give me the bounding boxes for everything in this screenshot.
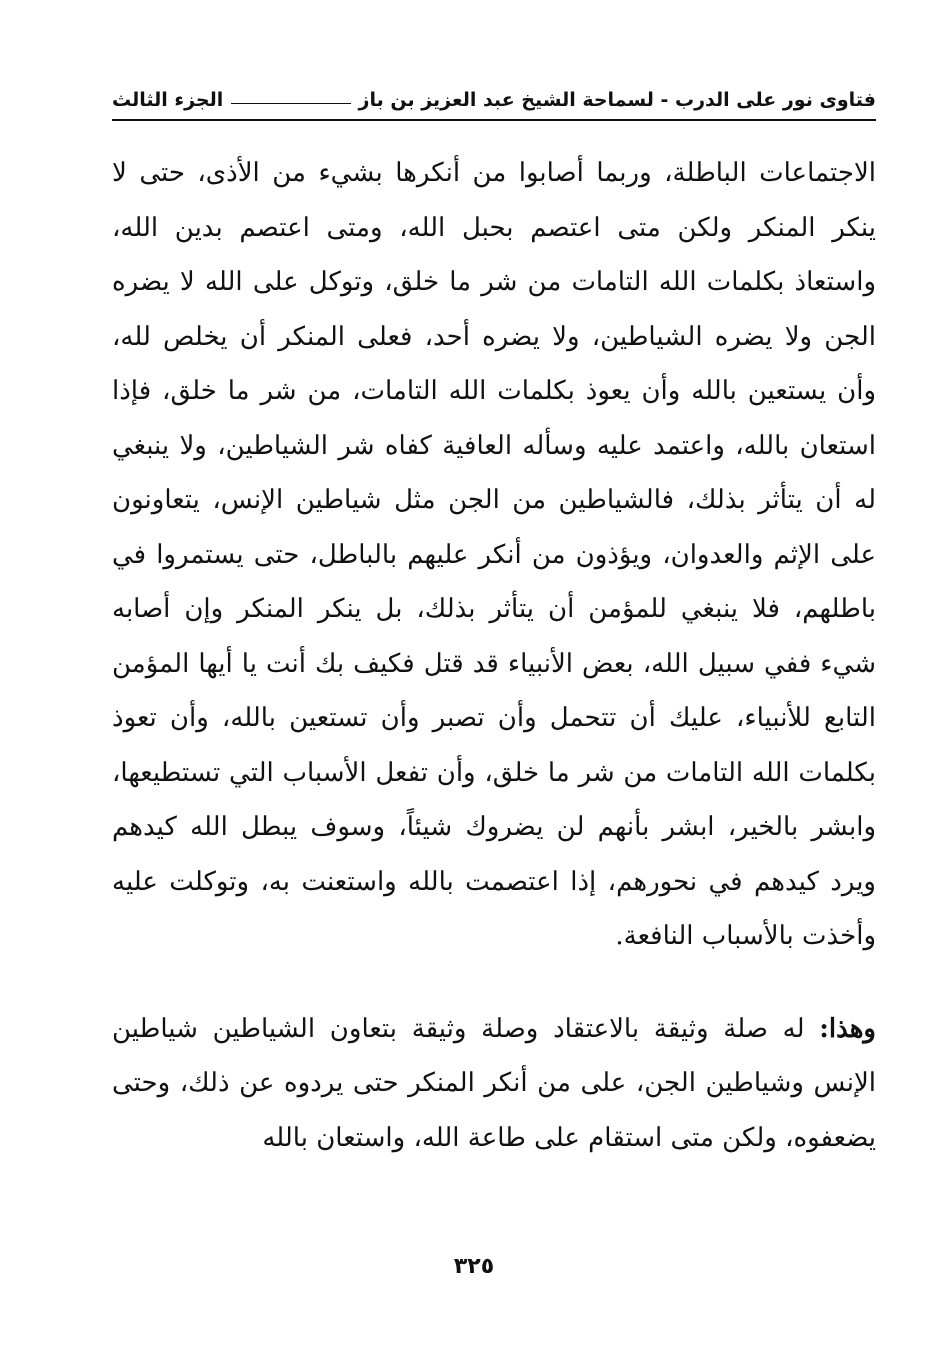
page-body (112, 146, 876, 1165)
paragraph-2 (112, 1002, 876, 1166)
paragraph-2-text: له صلة وثيقة بالاعتقاد وصلة وثيقة بتعاون الشياطين شياطين الإنس وشياطين الجن، على من أنكر المنكر حتى يردوه عن ذلك، وحتى يضعفوه، ولكن متى استقام على طاعة الله، واستعان بالله (112, 1013, 876, 1153)
book-title: فتاوى نور على الدرب - لسماحة الشيخ عبد العزيز بن باز (358, 89, 876, 111)
paragraph-2-lead: وهذا: (819, 1013, 876, 1044)
page-number: ٣٢٥ (453, 1254, 495, 1279)
volume-label: الجزء الثالث (112, 89, 224, 111)
header-rule (231, 103, 350, 104)
header-divider (112, 119, 876, 121)
running-header (112, 82, 876, 118)
paragraph-1: الاجتماعات الباطلة، وربما أصابوا من أنكرها بشيء من الأذى، حتى لا ينكر المنكر ولكن متى اعتصم بحبل الله، ومتى اعتصم بدين الله، واستعاذ بكلمات الله التامات من شر ما خلق، وتوكل على الله لا يضره الجن ولا يضره الشياطين، ولا يضره أحد، فعلى المنكر أن يخلص لله، وأن يستعين بالله وأن يعوذ بكلمات الله التامات، من شر ما خلق، فإذا استعان بالله، واعتمد عليه وسأله العافية كفاه شر الشياطين، ولا ينبغي له أن يتأثر بذلك، فالشياطين من الجن مثل شياطين الإنس، يتعاونون على الإثم والعدوان، ويؤذون من أنكر عليهم بالباطل، حتى يستمروا في باطلهم، فلا ينبغي للمؤمن أن يتأثر بذلك، بل ينكر المنكر وإن أصابه شيء ففي سبيل الله، بعض الأنبياء قد قتل فكيف بك أنت يا أيها المؤمن التابع للأنبياء، عليك أن تتحمل وأن تصبر وأن تستعين بالله، وأن تعوذ بكلمات الله التامات من شر ما خلق، وأن تفعل الأسباب التي تستطيعها، وابشر بالخير، ابشر بأنهم لن يضروك شيئاً، وسوف يبطل الله كيدهم ويرد كيدهم في نحورهم، إذا اعتصمت بالله واستعنت به، وتوكلت عليه وأخذت بالأسباب النافعة. (112, 158, 876, 951)
